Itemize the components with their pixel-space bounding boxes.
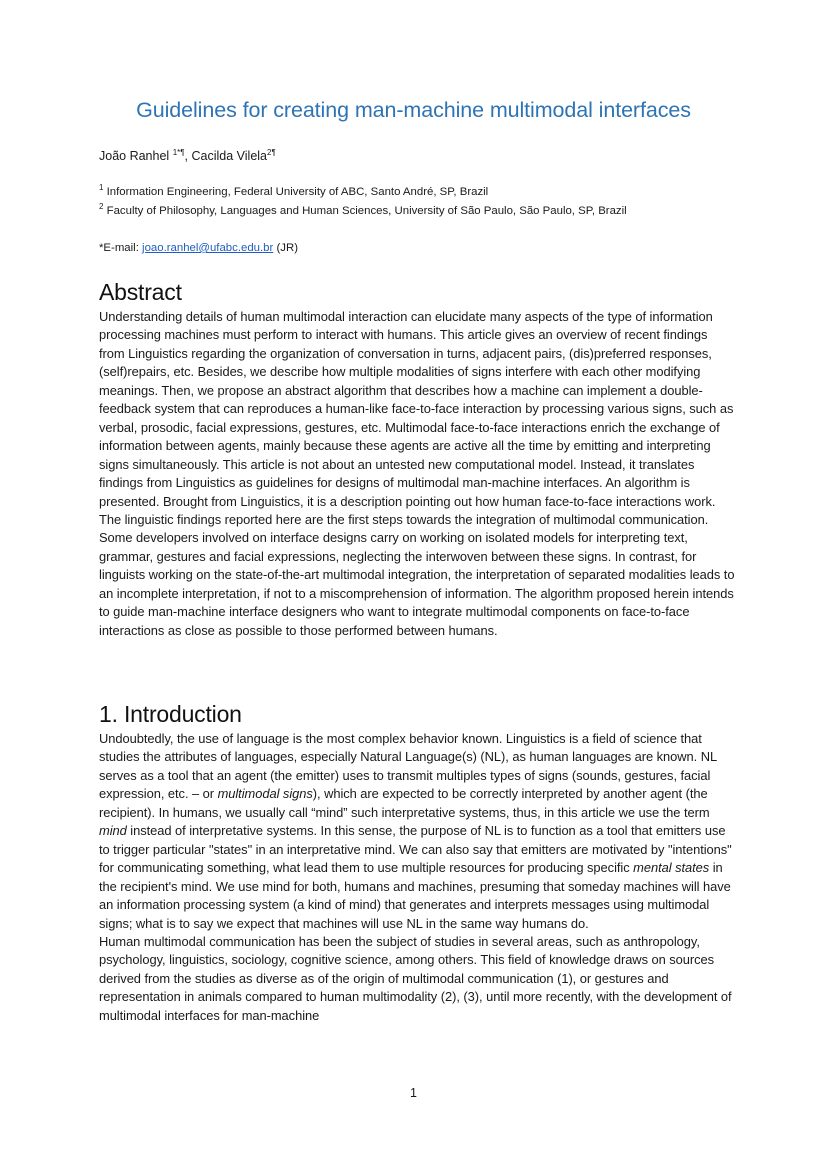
affiliation-text: Information Engineering, Federal University of ABC, Santo André, SP, Brazil [106, 186, 489, 198]
intro-emphasis: multimodal signs [217, 786, 313, 802]
intro-emphasis: mind [99, 823, 127, 839]
intro-text-segment: instead of interpretative systems. In this sense, the purpose of NL is to function as a tool that emitters use to trigger particular "states" in an interpretative mind. We can also say that emitters are motivated by "intentions" for communicating something, what lead them to use multiple resources for producing specific [99, 823, 732, 876]
abstract-body [99, 308, 735, 640]
introduction-heading: 1. Introduction [99, 701, 242, 727]
author-separator: , [184, 149, 192, 163]
intro-emphasis: mental states [633, 860, 710, 876]
affiliation-mark: 2 [99, 202, 104, 211]
author-affiliation-mark: 1*¶ [172, 148, 185, 157]
author-name: João Ranhel [99, 149, 170, 163]
affiliation-1 [99, 183, 489, 198]
author-affiliation-mark: 2¶ [267, 148, 276, 157]
email-suffix: (JR) [273, 242, 298, 254]
author-name: Cacilda Vilela [191, 149, 268, 163]
affiliation-2 [99, 202, 627, 217]
affiliation-mark: 1 [99, 183, 104, 192]
intro-paragraph-2: Human multimodal communication has been the subject of studies in several areas, such as anthropology, psychology, linguistics, sociology, cognitive science, among others. This field of knowledge draws on sources derived from the studies as diverse as of the origin of multimodal communication (1), or gestures and representation in animals compared to human multimodality (2), (3), until more recently, with the development of multimodal interfaces for man-machine [99, 933, 732, 1023]
email-label: *E-mail: [99, 242, 143, 254]
intro-paragraph-1 [99, 730, 735, 933]
abstract-text: Understanding details of human multimodal interaction can elucidate many aspects of the type of information processing machines must perform to interact with humans. This article gives an overview of recent findings from Linguistics regarding the organization of conversation in turns, adjacent pairs, (dis)preferred responses, (self)repairs, etc. Besides, we describe how multiple modalities of signs interfere with each other modifying meanings. Then, we propose an abstract algorithm that describes how a machine can implement a double-feedback system that can reproduces a human-like face-to-face interaction by processing various signs, such as verbal, prosodic, facial expressions, gestures, etc. Multimodal face-to-face interactions enrich the exchange of information between agents, mainly because these agents are active all the time by emitting and interpreting signs simultaneously. This article is not about an untested new computational model. Instead, it translates findings from Linguistics as guidelines for designs of multimodal man-machine interfaces. An algorithm is presented. Brought from Linguistics, it is a description pointing out how human face-to-face interactions work. The linguistic findings reported here are the first steps towards the integration of multimodal communication. Some developers involved on interface designs carry on working on isolated models for interpreting text, grammar, gestures and facial expressions, neglecting the interwoven between these signs. In contrast, for linguists working on the state-of-the-art multimodal integration, the interpretation of separated modalities leads to an incomplete interpretation, if not to a miscomprehension of information. The algorithm proposed herein intends to guide man-machine interface designers who want to integrate multimodal components on face-to-face interactions as close as possible to those performed between humans. [99, 309, 735, 638]
email-link[interactable]: joao.ranhel@ufabc.edu.br [142, 242, 274, 254]
abstract-heading: Abstract [99, 279, 182, 305]
author-line [99, 149, 276, 163]
affiliation-text: Faculty of Philosophy, Languages and Human Sciences, University of São Paulo, São Paulo, SP, Brazil [106, 205, 627, 217]
page-number: 1 [410, 1086, 417, 1100]
intro-text-segment: in the recipient's mind. We use mind for both, humans and machines, presuming that someday machines will have an information processing system (a kind of mind) that generates and interprets messages using multimodal signs; what is to say we expect that machines will use NL in the same way humans do. [99, 860, 731, 931]
paper-title: Guidelines for creating man-machine multimodal interfaces [136, 98, 691, 122]
intro-text-segment: Undoubtedly, the use of language is the most complex behavior known. Linguistics is a field of science that studies the attributes of languages, especially Natural Language(s) (NL), as human languages are known. NL serves as a tool that an agent (the emitter) uses to transmit multiples types of signs (sounds, gestures, facial expression, etc. – or [99, 731, 717, 802]
intro-text-segment: ), which are expected to be correctly interpreted by another agent (the recipient). In humans, we usually call “mind” such interpretative systems, thus, in this article we use the term [99, 786, 710, 820]
contact-email-line [99, 242, 298, 254]
introduction-body [99, 730, 735, 1025]
